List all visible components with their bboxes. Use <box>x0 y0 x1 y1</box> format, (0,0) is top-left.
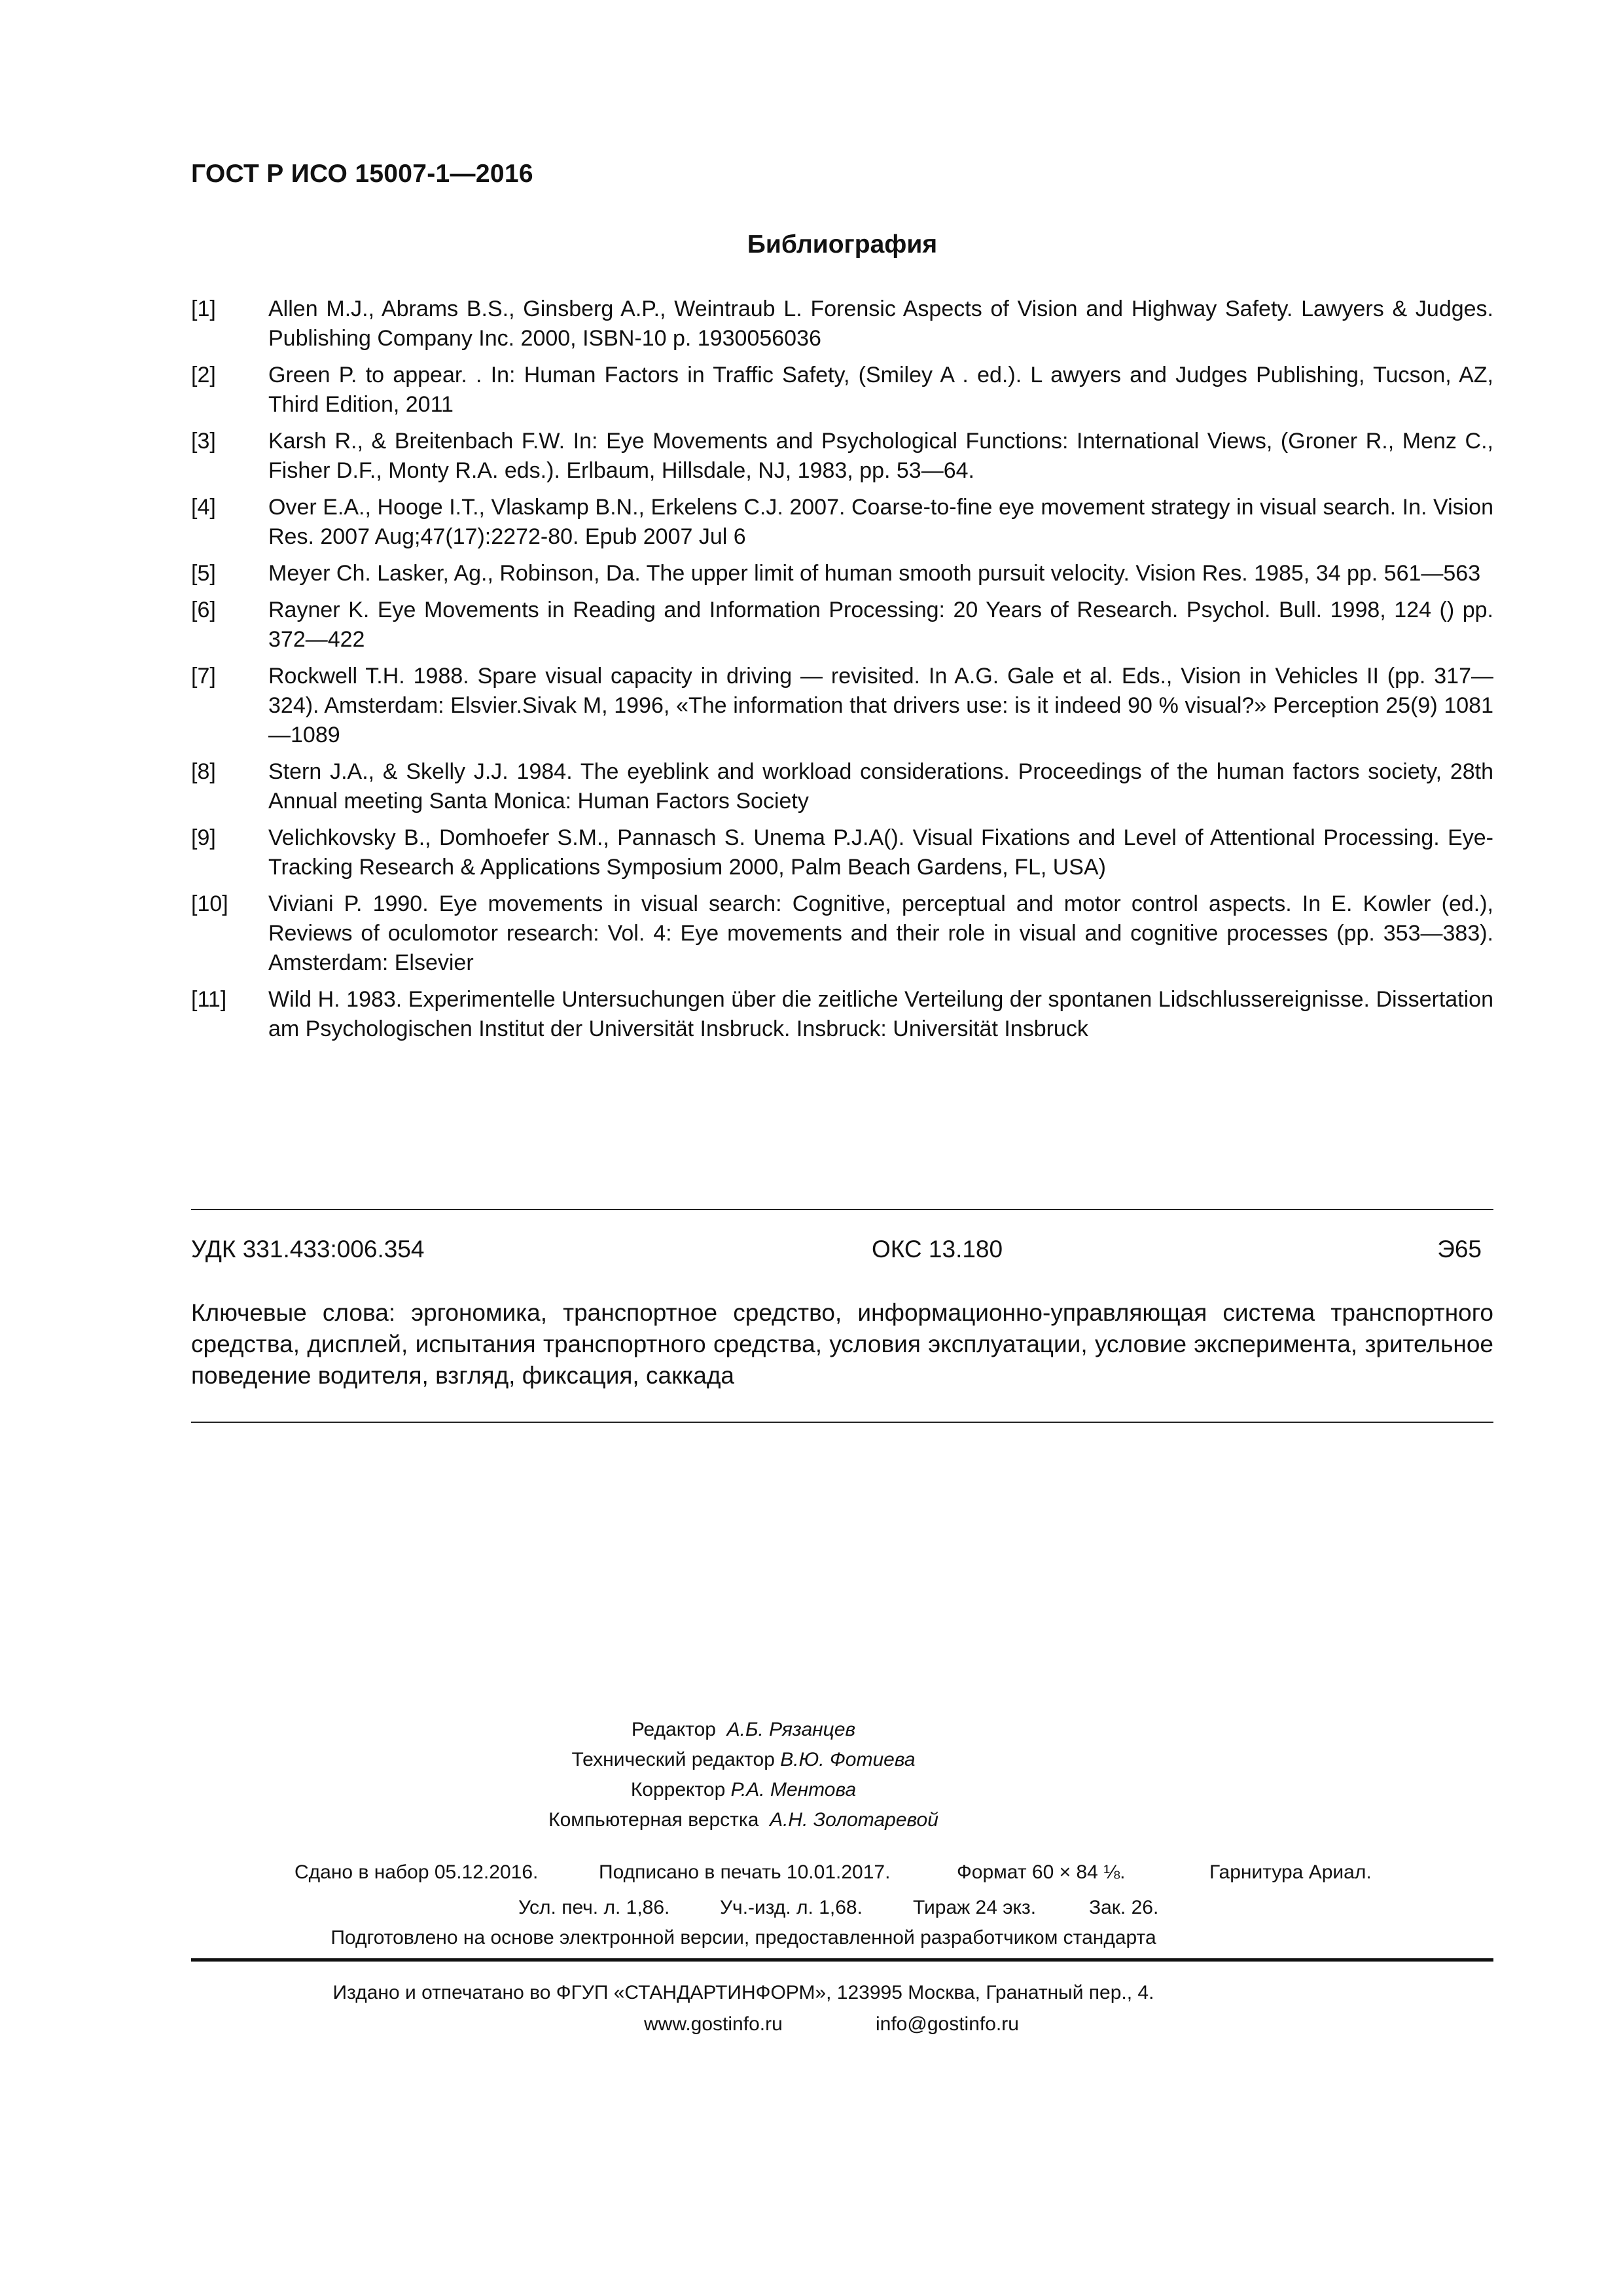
reference-item <box>191 596 1493 655</box>
reference-number: [4] <box>191 495 216 520</box>
prepared-note: Подготовлено на основе электронной версии, предоставленной разработчиком стандарта <box>330 1927 1156 1948</box>
reference-item <box>191 985 1493 1044</box>
reference-text: Rayner K. Eye Movements in Reading and Information Processing: 20 Years of Research. Psychol. Bull. 1998, 124 () pp. 372—422 <box>268 598 1493 652</box>
reference-item <box>191 493 1493 552</box>
reference-number: [9] <box>191 825 216 850</box>
reference-item <box>191 427 1493 486</box>
reference-number: [6] <box>191 598 216 622</box>
credit-name: Р.А. Ментова <box>730 1779 857 1801</box>
reference-number: [8] <box>191 759 216 784</box>
credit-role: Корректор <box>630 1779 726 1801</box>
reference-text: Stern J.A., & Skelly J.J. 1984. The eyeblink and workload considerations. Proceedings of the human factors society, 28th Annual meeting Santa Monica: Human Factors Society <box>268 759 1493 814</box>
credit-layout <box>0 1805 1487 1835</box>
email-link[interactable]: info@gostinfo.ru <box>876 2013 1019 2035</box>
publisher-line: Издано и отпечатано во ФГУП «СТАНДАРТИНФОРМ», 123995 Москва, Гранатный пер., 4. <box>332 1982 1154 2003</box>
divider-keywords <box>191 1422 1493 1423</box>
category-code: Э65 <box>1437 1236 1482 1263</box>
reference-number: [5] <box>191 561 216 586</box>
signed-date: Подписано в печать 10.01.2017. <box>599 1861 891 1883</box>
reference-item <box>191 559 1493 588</box>
reference-text: Green P. to appear. . In: Human Factors in Traffic Safety, (Smiley A . ed.). L awyers and Judges Publishing, Tucson, AZ, Third Edition, 2011 <box>268 363 1493 417</box>
oks-code: ОКС 13.180 <box>872 1236 1003 1263</box>
print-format: Формат 60 × 84 ⅛. <box>957 1861 1126 1883</box>
credit-role: Компьютерная верстка <box>548 1809 759 1831</box>
reference-text: Meyer Ch. Lasker, Ag., Robinson, Da. The upper limit of human smooth pursuit velocity. Vision Res. 1985, 34 pp. 561—563 <box>268 561 1481 586</box>
divider-bottom <box>191 1958 1493 1962</box>
reference-list <box>191 295 1493 1051</box>
credit-proofreader <box>0 1775 1487 1805</box>
reference-item <box>191 295 1493 353</box>
credit-tech-editor <box>0 1745 1487 1775</box>
reference-item <box>191 757 1493 816</box>
document-page <box>191 0 1493 2296</box>
credit-role: Редактор <box>631 1719 716 1740</box>
reference-number: [7] <box>191 664 216 689</box>
credit-name: В.Ю. Фотиева <box>780 1749 916 1770</box>
divider-top <box>191 1209 1493 1210</box>
reference-item <box>191 889 1493 978</box>
reference-number: [2] <box>191 363 216 387</box>
reference-text: Over E.A., Hooge I.T., Vlaskamp B.N., Erkelens C.J. 2007. Coarse-to-fine eye movement strategy in visual search. In. Vision Res. 2007 Aug;47(17):2272-80. Epub 2007 Jul 6 <box>268 495 1493 549</box>
udk-code: УДК 331.433:006.354 <box>191 1236 425 1263</box>
credit-name: А.Б. Рязанцев <box>726 1719 856 1740</box>
keywords-paragraph: Ключевые слова: эргономика, транспортное средство, информационно-управляющая система транспортного средства, дисплей, испытания транспортного средства, условия эксплуатации, условие эксперимента, зрительное поведение водителя, взгляд, фиксация, саккада <box>191 1299 1493 1389</box>
reference-text: Velichkovsky B., Domhoefer S.M., Pannasch S. Unema P.J.A(). Visual Fixations and Level of Attentional Processing. Eye-Tracking Research & Applications Symposium 2000, Palm Beach Gardens, FL, USA) <box>268 825 1493 880</box>
bibliography-title: Библиография <box>747 230 938 259</box>
print-sheets: Усл. печ. л. 1,86. <box>518 1897 670 1918</box>
circulation: Тираж 24 экз. <box>913 1897 1037 1918</box>
submitted-date: Сдано в набор 05.12.2016. <box>294 1861 539 1883</box>
reference-item <box>191 361 1493 420</box>
classification-row <box>191 1236 1493 1268</box>
reference-number: [3] <box>191 429 216 454</box>
reference-text: Wild H. 1983. Experimentelle Untersuchungen über die zeitliche Verteilung der spontanen Lidschlussereignisse. Dissertation am Psychologischen Institut der Universität Insbruck. Insbruck: Universität Insbruck <box>268 987 1493 1041</box>
reference-number: [10] <box>191 891 228 916</box>
website-link[interactable]: www.gostinfo.ru <box>644 2013 783 2035</box>
credit-editor <box>0 1715 1487 1745</box>
reference-text: Allen M.J., Abrams B.S., Ginsberg A.P., Weintraub L. Forensic Aspects of Vision and Highway Safety. Lawyers & Judges. Publishing Company Inc. 2000, ISBN-10 p. 1930056036 <box>268 296 1493 351</box>
reference-number: [11] <box>191 987 227 1012</box>
reference-text: Karsh R., & Breitenbach F.W. In: Eye Movements and Psychological Functions: International Views, (Groner R., Menz C., Fisher D.F., Monty R.A. eds.). Erlbaum, Hillsdale, NJ, 1983, pp. 53—64. <box>268 429 1493 483</box>
reference-text: Rockwell T.H. 1988. Spare visual capacity in driving — revisited. In A.G. Gale et al. Eds., Vision in Vehicles II (pp. 317—324). Amsterdam: Elsvier.Sivak M, 1996, «The information that drivers use: is it indeed 90 % visual?» Perception 25(9) 1081—1089 <box>268 664 1493 747</box>
document-code: ГОСТ Р ИСО 15007-1—2016 <box>191 160 533 188</box>
publisher-sheets: Уч.-изд. л. 1,68. <box>720 1897 863 1918</box>
reference-text: Viviani P. 1990. Eye movements in visual search: Cognitive, perceptual and motor control aspects. In E. Kowler (ed.), Reviews of oculomotor research: Vol. 4: Eye movements and their role in visual and cognitive processes (pp. 353—383). Amsterdam: Elsevier <box>268 891 1493 975</box>
reference-item <box>191 823 1493 882</box>
reference-number: [1] <box>191 296 216 321</box>
order-number: Зак. 26. <box>1089 1897 1159 1918</box>
credits-block <box>0 1715 1487 1835</box>
reference-item <box>191 662 1493 750</box>
credit-role: Технический редактор <box>571 1749 775 1770</box>
typeface: Гарнитура Ариал. <box>1209 1861 1372 1883</box>
credit-name: А.Н. Золотаревой <box>770 1809 938 1831</box>
